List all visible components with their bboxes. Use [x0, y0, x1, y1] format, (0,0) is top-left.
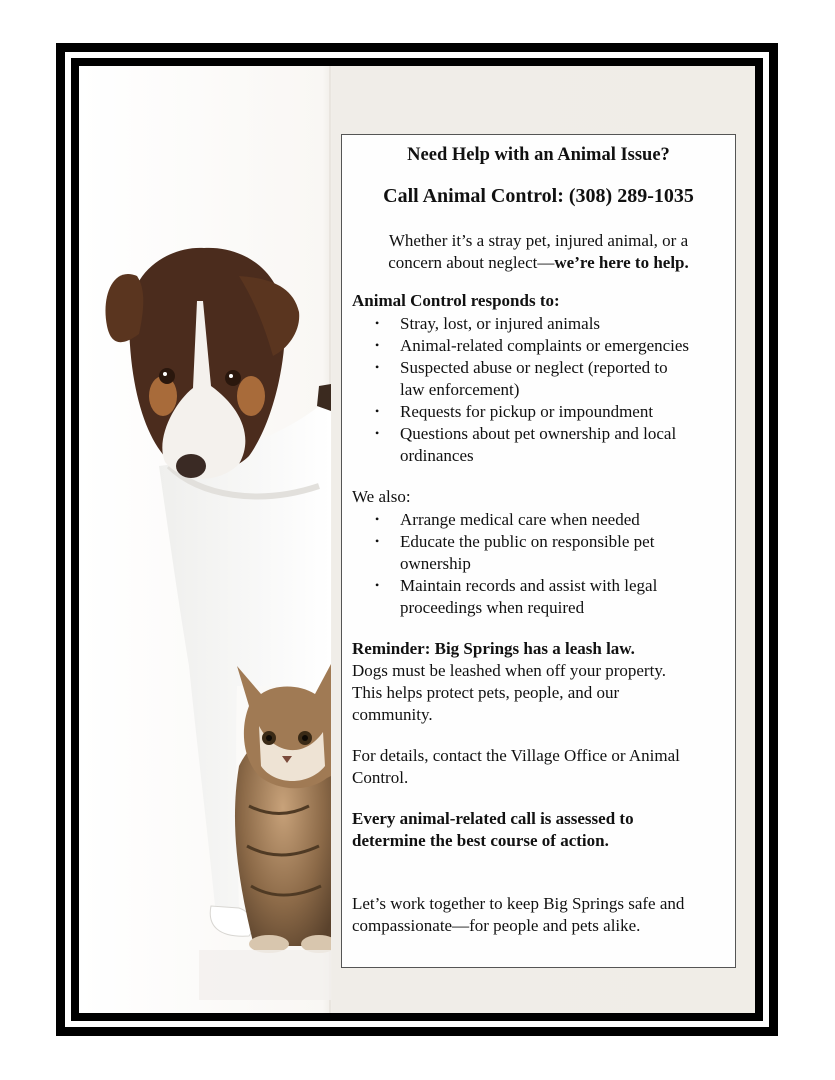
flyer-page: [79, 66, 755, 1013]
details-line: Control.: [352, 768, 409, 787]
info-box: [341, 134, 736, 968]
responds-item: Stray, lost, or injured animals: [400, 314, 601, 333]
reminder-line: Dogs must be leashed when off your property.: [352, 661, 666, 680]
intro-line-1: Whether it’s a stray pet, injured animal, or a: [388, 231, 689, 250]
responds-heading: Animal Control responds to:: [352, 291, 560, 310]
closing-line: compassionate—for people and pets alike.: [352, 916, 641, 935]
also-heading: We also:: [352, 487, 411, 506]
also-item-cont: proceedings when required: [400, 598, 585, 617]
reminder-line: community.: [352, 705, 433, 724]
reminder-line: This helps protect pets, people, and our: [352, 683, 620, 702]
flyer-heading: Need Help with an Animal Issue?: [407, 145, 670, 165]
dog-and-cat-photo: [79, 66, 331, 1013]
also-item: Educate the public on responsible pet: [400, 532, 655, 551]
also-item: Maintain records and assist with legal: [400, 576, 658, 595]
responds-item: Animal-related complaints or emergencies: [400, 336, 690, 355]
also-item: Arrange medical care when needed: [400, 510, 640, 529]
bullet-icon: •: [375, 512, 380, 526]
responds-item: Suspected abuse or neglect (reported to: [400, 358, 668, 377]
details-line: For details, contact the Village Office or Animal: [352, 746, 680, 765]
bullet-icon: •: [375, 338, 380, 352]
intro-line-2: [342, 252, 735, 274]
also-item-cont: ownership: [400, 554, 471, 573]
assessed-line: determine the best course of action.: [352, 831, 609, 850]
cat-figure: [235, 664, 331, 953]
bullet-icon: •: [375, 316, 380, 330]
intro-plain: concern about neglect—: [388, 253, 555, 272]
closing-line: Let’s work together to keep Big Springs safe and: [352, 894, 685, 913]
responds-item-cont: law enforcement): [400, 380, 520, 399]
bullet-icon: •: [375, 534, 380, 548]
intro-bold: we’re here to help.: [554, 253, 689, 272]
bullet-icon: •: [375, 426, 380, 440]
responds-item-cont: ordinances: [400, 446, 474, 465]
responds-item: Requests for pickup or impoundment: [400, 402, 654, 421]
reminder-heading: Reminder: Big Springs has a leash law.: [352, 639, 635, 658]
responds-item: Questions about pet ownership and local: [400, 424, 677, 443]
floor-reflection: [199, 950, 331, 1000]
bullet-icon: •: [375, 578, 380, 592]
bullet-icon: •: [375, 404, 380, 418]
call-line: Call Animal Control: (308) 289-1035: [383, 185, 694, 207]
bullet-icon: •: [375, 360, 380, 374]
assessed-line: Every animal-related call is assessed to: [352, 809, 634, 828]
